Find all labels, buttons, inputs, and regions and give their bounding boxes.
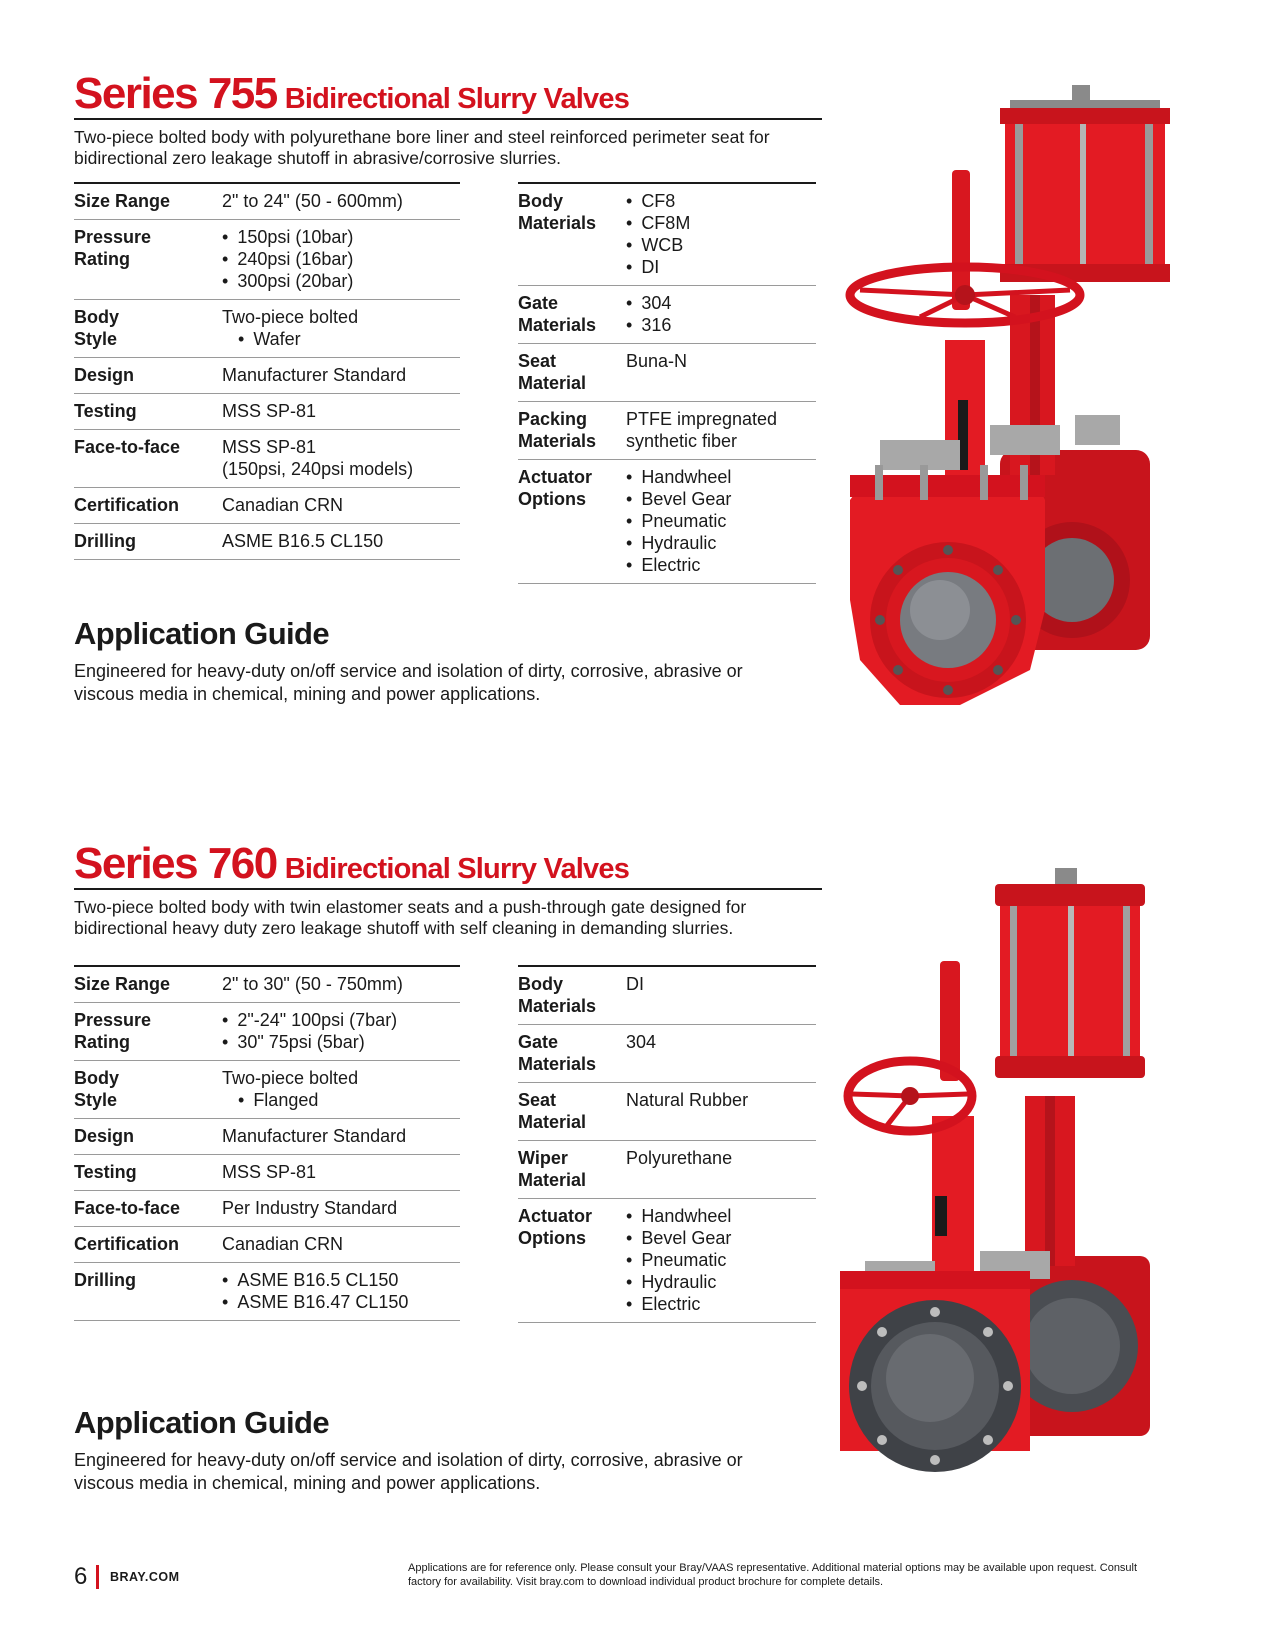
spec-label: Drilling (74, 524, 222, 560)
series-760-guide-text: Engineered for heavy-duty on/off service and isolation of dirty, corrosive, abrasive or viscous media in chemical, mining and power applications. (74, 1450, 743, 1493)
bullet-item: • Pneumatic (626, 1249, 816, 1271)
spec-label (518, 402, 626, 460)
spec-value: Canadian CRN (222, 488, 460, 524)
footer-website-link[interactable]: BRAY.COM (110, 1570, 180, 1584)
spec-label-line: Materials (518, 213, 597, 233)
spec-label: Face-to-face (74, 1191, 222, 1227)
spec-row (518, 460, 816, 584)
spec-row (518, 1083, 816, 1141)
bullet-item: • Pneumatic (626, 510, 816, 532)
spec-label-line: Style (74, 329, 118, 349)
bullet-item: • CF8 (626, 190, 816, 212)
bullet-item: • Hydraulic (626, 1271, 816, 1293)
spec-row (74, 1263, 460, 1321)
spec-label-line: Material (518, 1112, 587, 1132)
spec-label-line: Rating (74, 249, 130, 269)
spec-row (74, 430, 460, 488)
spec-value (222, 1061, 460, 1119)
spec-value: 2" to 30" (50 - 750mm) (222, 966, 460, 1003)
spec-row (518, 966, 816, 1025)
spec-row (518, 286, 816, 344)
spec-row (74, 183, 460, 220)
spec-row (74, 358, 460, 394)
spec-row (518, 1199, 816, 1323)
spec-value: Polyurethane (626, 1141, 816, 1199)
spec-value: Buna-N (626, 344, 816, 402)
spec-value-line: Two-piece bolted (222, 1068, 359, 1088)
spec-value: DI (626, 966, 816, 1025)
spec-value-line: PTFE impregnated (626, 409, 778, 429)
spec-row (74, 1003, 460, 1061)
bullet-item: • WCB (626, 234, 816, 256)
spec-label (518, 460, 626, 584)
series-760-guide-heading: Application Guide (74, 1405, 330, 1440)
spec-row (74, 524, 460, 560)
spec-label: Certification (74, 488, 222, 524)
spec-label-line: Materials (518, 431, 597, 451)
spec-label (74, 1003, 222, 1061)
series-760-valve-image (840, 866, 1180, 1516)
spec-value: Canadian CRN (222, 1227, 460, 1263)
spec-value (626, 286, 816, 344)
footer-disclaimer: Applications are for reference only. Please consult your Bray/VAAS representative. Additional material options may be available upon request. Consult factory for availability. Visit bray.com to download individual product brochure for complete details. (408, 1562, 1138, 1588)
bullet-item: • 2"-24" 100psi (7bar) (222, 1009, 460, 1031)
bullet-item: • 316 (626, 314, 816, 336)
spec-label-line: Options (518, 489, 586, 509)
bullet-item: • 240psi (16bar) (222, 248, 460, 270)
spec-row (518, 183, 816, 286)
series-760-number: Series 760 (74, 839, 277, 888)
spec-label-line: Actuator (518, 467, 593, 487)
series-760-intro: Two-piece bolted body with twin elastomer seats and a push-through gate designed for bidirectional heavy duty zero leakage shutoff with self cleaning in demanding slurries. (74, 897, 747, 938)
spec-label-line: Pressure (74, 1010, 152, 1030)
series-755-valve-image (840, 80, 1180, 720)
bullet-item: • Hydraulic (626, 532, 816, 554)
spec-label-line: Gate (518, 1032, 559, 1052)
spec-value (222, 430, 460, 488)
spec-value-line: synthetic fiber (626, 431, 738, 451)
spec-label: Size Range (74, 966, 222, 1003)
spec-value (222, 1263, 460, 1321)
spec-label: Design (74, 358, 222, 394)
bullet-item: • ASME B16.47 CL150 (222, 1291, 460, 1313)
spec-value (626, 460, 816, 584)
spec-label-line: Material (518, 373, 587, 393)
spec-label-line: Style (74, 1090, 118, 1110)
series-755-guide-text: Engineered for heavy-duty on/off service and isolation of dirty, corrosive, abrasive or viscous media in chemical, mining and power applications. (74, 661, 743, 704)
series-760-subtitle: Bidirectional Slurry Valves (284, 853, 630, 885)
spec-value (626, 183, 816, 286)
spec-label: Size Range (74, 183, 222, 220)
spec-value-line: MSS SP-81 (222, 437, 317, 457)
bullet-item: • 150psi (10bar) (222, 226, 460, 248)
spec-value: MSS SP-81 (222, 1155, 460, 1191)
series-755-title (74, 68, 822, 120)
series-755-guide-heading: Application Guide (74, 616, 330, 651)
spec-label-line: Materials (518, 315, 597, 335)
spec-label-line: Packing (518, 409, 588, 429)
bullet-item: • 300psi (20bar) (222, 270, 460, 292)
bullet-item: • 304 (626, 292, 816, 314)
spec-label-line: Seat (518, 1090, 557, 1110)
footer-divider (96, 1565, 99, 1589)
spec-label-line: Body (74, 1068, 119, 1088)
spec-row (74, 1061, 460, 1119)
spec-label-line: Rating (74, 1032, 130, 1052)
spec-row (74, 1155, 460, 1191)
spec-value: Per Industry Standard (222, 1191, 460, 1227)
spec-label-line: Seat (518, 351, 557, 371)
bullet-item: • Electric (626, 554, 816, 576)
spec-value (222, 1003, 460, 1061)
series-755-spec-table-right (518, 182, 816, 584)
series-755-spec-table-left (74, 182, 460, 560)
spec-label (74, 300, 222, 358)
series-760-spec-table-right (518, 965, 816, 1323)
spec-value: MSS SP-81 (222, 394, 460, 430)
bullet-item: • Electric (626, 1293, 816, 1315)
page-number: 6 (74, 1563, 88, 1590)
spec-label-line: Materials (518, 996, 597, 1016)
series-760-title (74, 838, 822, 890)
spec-row (74, 220, 460, 300)
bullet-item: • Bevel Gear (626, 488, 816, 510)
spec-label (518, 183, 626, 286)
spec-value: ASME B16.5 CL150 (222, 524, 460, 560)
spec-label (518, 1199, 626, 1323)
spec-value: 2" to 24" (50 - 600mm) (222, 183, 460, 220)
spec-label-line: Body (518, 191, 563, 211)
bullet-item: • Flanged (222, 1089, 460, 1111)
spec-label (518, 344, 626, 402)
spec-label-line: Gate (518, 293, 559, 313)
spec-label-line: Materials (518, 1054, 597, 1074)
spec-row (74, 300, 460, 358)
spec-value (222, 220, 460, 300)
spec-label: Drilling (74, 1263, 222, 1321)
spec-label-line: Body (518, 974, 563, 994)
bullet-item: • Handwheel (626, 1205, 816, 1227)
bullet-item: • ASME B16.5 CL150 (222, 1269, 460, 1291)
spec-row (518, 1025, 816, 1083)
spec-value (626, 1199, 816, 1323)
spec-label (518, 286, 626, 344)
spec-label-line: Pressure (74, 227, 152, 247)
spec-row (74, 1119, 460, 1155)
spec-row (518, 1141, 816, 1199)
spec-row (74, 488, 460, 524)
series-755-subtitle: Bidirectional Slurry Valves (284, 83, 630, 115)
spec-label (74, 1061, 222, 1119)
spec-label (518, 1083, 626, 1141)
spec-value (222, 300, 460, 358)
spec-label (74, 220, 222, 300)
spec-label (518, 966, 626, 1025)
spec-value: Manufacturer Standard (222, 358, 460, 394)
spec-label: Certification (74, 1227, 222, 1263)
spec-label-line: Options (518, 1228, 586, 1248)
spec-row (74, 394, 460, 430)
spec-row (74, 1191, 460, 1227)
spec-label (518, 1025, 626, 1083)
spec-label: Testing (74, 394, 222, 430)
spec-label: Design (74, 1119, 222, 1155)
series-755-intro: Two-piece bolted body with polyurethane bore liner and steel reinforced perimeter seat for bidirectional zero leakage shutoff in abrasive/corrosive slurries. (74, 127, 770, 168)
spec-label (518, 1141, 626, 1199)
spec-label: Face-to-face (74, 430, 222, 488)
spec-label: Testing (74, 1155, 222, 1191)
spec-label-line: Body (74, 307, 119, 327)
bullet-item: • CF8M (626, 212, 816, 234)
spec-row (518, 402, 816, 460)
spec-value-line: Two-piece bolted (222, 307, 359, 327)
spec-value: Manufacturer Standard (222, 1119, 460, 1155)
series-760-spec-table-left (74, 965, 460, 1321)
spec-value: 304 (626, 1025, 816, 1083)
bullet-item: • Handwheel (626, 466, 816, 488)
bullet-item: • 30" 75psi (5bar) (222, 1031, 460, 1053)
spec-value (626, 402, 816, 460)
spec-row (74, 1227, 460, 1263)
bullet-item: • Wafer (222, 328, 460, 350)
spec-row (518, 344, 816, 402)
spec-value: Natural Rubber (626, 1083, 816, 1141)
spec-row (74, 966, 460, 1003)
spec-label-line: Material (518, 1170, 587, 1190)
spec-label-line: Actuator (518, 1206, 593, 1226)
spec-label-line: Wiper (518, 1148, 568, 1168)
series-755-number: Series 755 (74, 69, 277, 118)
bullet-item: • Bevel Gear (626, 1227, 816, 1249)
spec-value-line: (150psi, 240psi models) (222, 459, 414, 479)
bullet-item: • DI (626, 256, 816, 278)
